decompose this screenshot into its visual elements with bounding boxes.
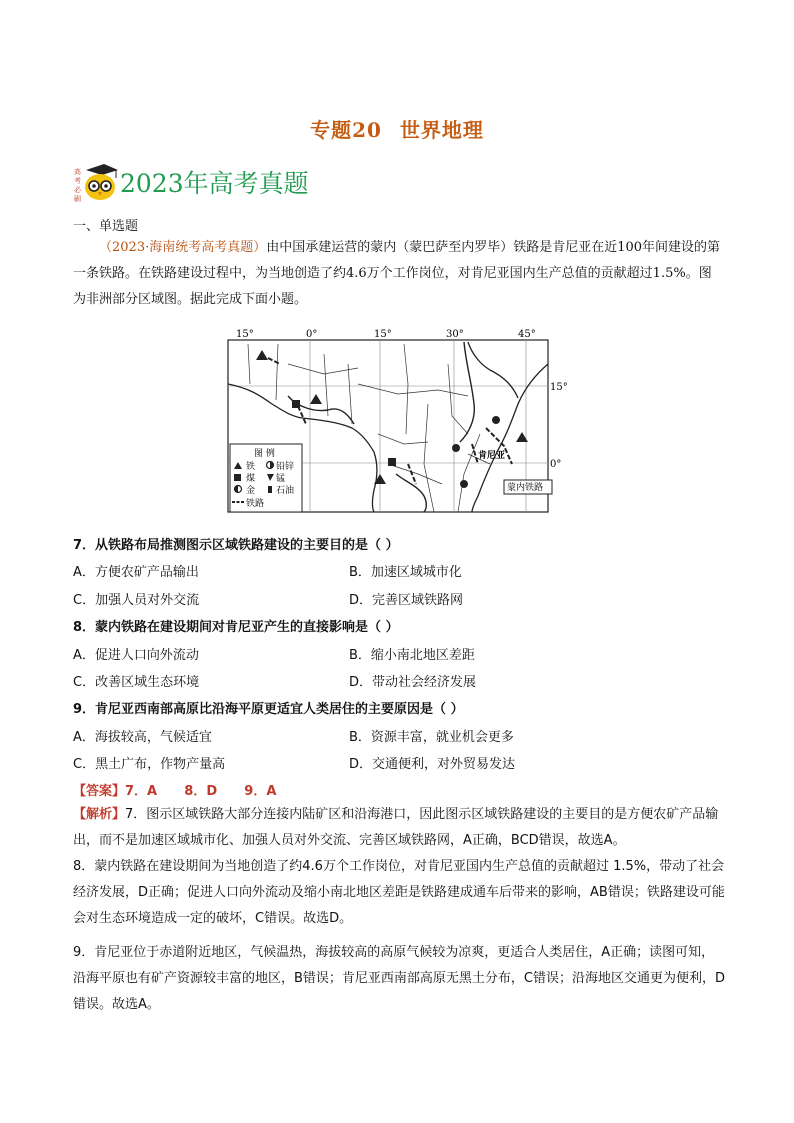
- svg-text:必: 必: [74, 186, 81, 194]
- question-9-option-a: A．海拔较高，气候适宜: [73, 730, 212, 745]
- page-title: [0, 114, 794, 143]
- owl-logo-icon: [72, 160, 118, 204]
- legend-item: 铅锌: [276, 462, 295, 472]
- legend-title: 图 例: [254, 449, 275, 459]
- question-8-option-c: C．改善区域生态环境: [73, 675, 200, 690]
- title-topic-name: 世界地理: [399, 118, 484, 142]
- question-8-stem: 8．蒙内铁路在建设期间对肯尼亚产生的直接影响是（ ）: [73, 620, 399, 635]
- explanation-8: 8．蒙内铁路在建设期间为当地创造了约4.6万个工作岗位，对肯尼亚国内生产总值的贡献超过 1.5%，带动了社会经济发展，D正确；促进人口向外流动及缩小南北地区差距是铁路建成通车后带来的影响，AB错误；铁路建设可能会对生态环境造成一定的破坏，C错误。故选D。: [73, 859, 725, 926]
- question-8-option-a: A．促进人口向外流动: [73, 648, 199, 663]
- answer-label: 【答案】: [73, 784, 126, 799]
- legend-item: 铁路: [246, 499, 265, 509]
- question-7-stem: 7．从铁路布局推测图示区域铁路建设的主要目的是（ ）: [73, 538, 399, 553]
- lat-label: 15°: [550, 382, 568, 393]
- kenya-label: 肯尼亚: [478, 451, 506, 461]
- legend-item: 铁: [246, 462, 256, 472]
- title-topic-number: 专题20: [310, 118, 382, 142]
- question-source: （2023·海南统考高考真题）: [99, 240, 267, 255]
- intro-paragraph: [73, 235, 723, 313]
- intro-text: 由中国承建运营的蒙内（蒙巴萨至内罗毕）铁路是肯尼亚在近100年间建设的第一条铁路。在铁路建设过程中，为当地创造了约4.6万个工作岗位，对肯尼亚国内生产总值的贡献超过1.5%。图为非洲部分区域图。据此完成下面小题。: [73, 240, 721, 307]
- lon-label: 30°: [446, 329, 464, 340]
- question-7-option-b: B．加速区域城市化: [349, 565, 462, 580]
- answer-text: 7．A 8．D 9．A: [125, 784, 277, 799]
- lon-label: 15°: [374, 329, 392, 340]
- railway-callout: 蒙内铁路: [507, 483, 544, 493]
- legend-item: 锰: [276, 474, 286, 484]
- logo-char-1: 高: [74, 168, 81, 176]
- lon-label: 0°: [306, 329, 318, 340]
- legend-item: 石油: [276, 486, 295, 496]
- explanation-9: 9．肯尼亚位于赤道附近地区，气候温热，海拔较高的高原气候较为凉爽，更适合人类居住，A正确；读图可知，沿海平原也有矿产资源较丰富的地区，B错误；肯尼亚西南部高原无黑土分布，C错误；沿海地区交通更为便利，D错误。故选A。: [73, 945, 726, 1012]
- question-7-option-d: D．完善区域铁路网: [349, 593, 464, 608]
- explanation-label: 【解析】: [73, 807, 126, 822]
- africa-region-map: [228, 324, 568, 514]
- lat-label: 0°: [550, 459, 562, 470]
- lon-label: 45°: [518, 329, 536, 340]
- question-9-option-c: C．黑土广布，作物产量高: [73, 757, 226, 772]
- svg-text:考: 考: [74, 177, 81, 185]
- question-7-option-a: A．方便农矿产品输出: [73, 565, 199, 580]
- question-7-option-c: C．加强人员对外交流: [73, 593, 200, 608]
- question-9-option-d: D．交通便利，对外贸易发达: [349, 757, 516, 772]
- question-type-heading: 一、单选题: [73, 219, 139, 234]
- lon-label: 15°: [236, 329, 254, 340]
- legend-item: 煤: [246, 474, 256, 484]
- question-9-stem: 9．肯尼亚西南部高原比沿海平原更适宜人类居住的主要原因是（ ）: [73, 702, 464, 717]
- explanation-7-text: 7．图示区域铁路大部分连接内陆矿区和沿海港口，因此图示区域铁路建设的主要目的是方便农矿产品输出，而不是加速区域城市化、加强人员对外交流、完善区域铁路网，A正确，BCD错误，故选A。: [73, 807, 719, 848]
- explanation-7: [73, 802, 725, 854]
- svg-text:刷: 刷: [74, 195, 81, 203]
- legend-item: 金: [246, 486, 256, 496]
- section-banner: [72, 160, 309, 204]
- question-8-option-d: D．带动社会经济发展: [349, 675, 477, 690]
- section-title: 2023年高考真题: [120, 169, 309, 198]
- answer-line: [73, 780, 276, 799]
- question-9-option-b: B．资源丰富，就业机会更多: [349, 730, 514, 745]
- question-8-option-b: B．缩小南北地区差距: [349, 648, 475, 663]
